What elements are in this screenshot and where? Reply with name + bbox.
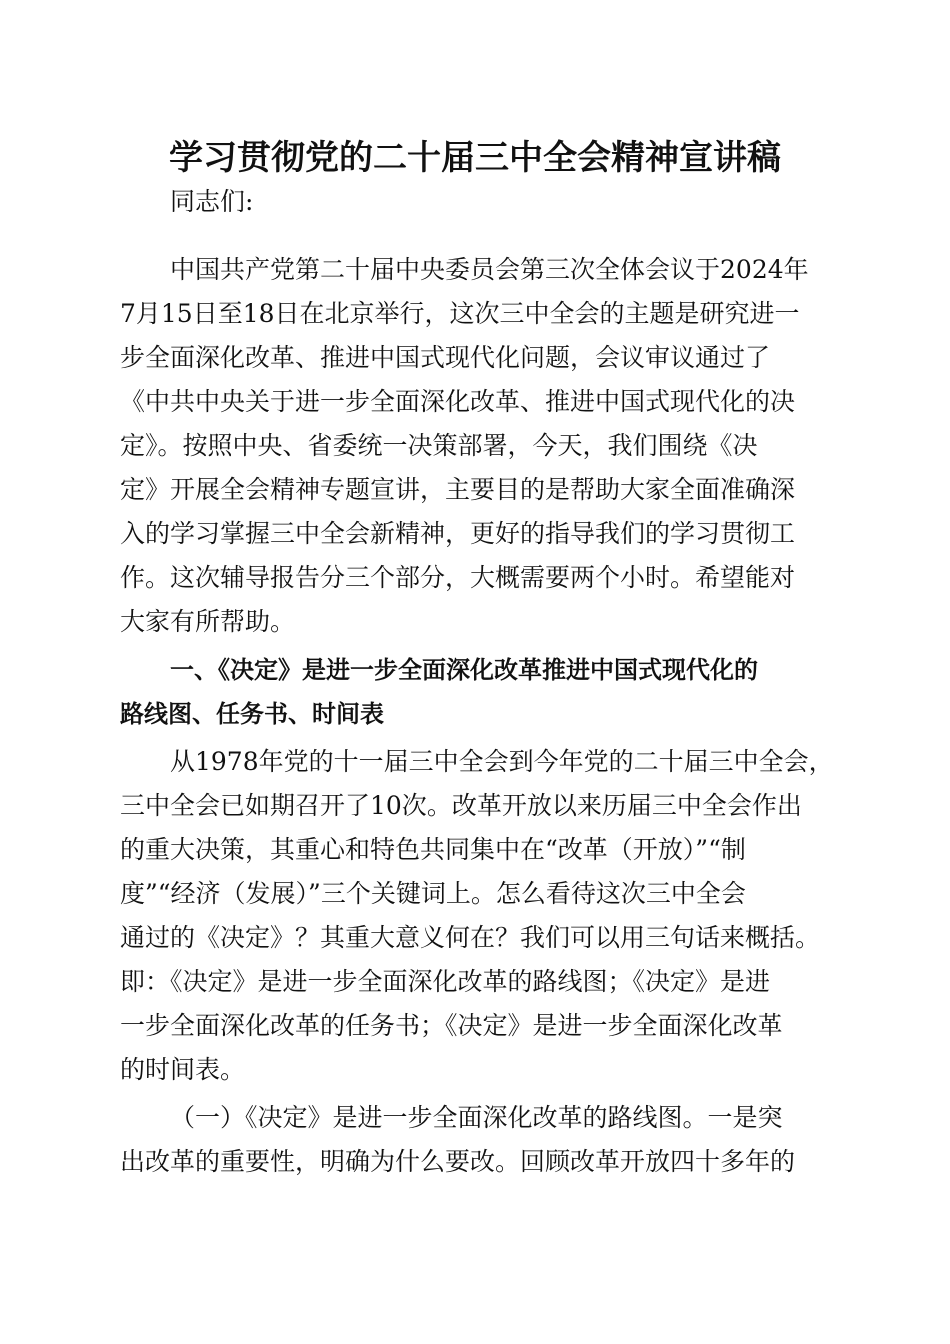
document-title: 学习贯彻党的二十届三中全会精神宣讲稿 xyxy=(169,138,781,178)
paragraph-line: 三中全会已如期召开了10次。改革开放以来历届三中全会作出 xyxy=(120,791,802,820)
paragraph-line: 通过的《决定》？其重大意义何在？我们可以用三句话来概括。 xyxy=(120,923,821,952)
paragraph-line: 入的学习掌握三中全会新精神，更好的指导我们的学习贯彻工 xyxy=(120,519,796,548)
paragraph-line: 从1978年党的十一届三中全会到今年党的二十届三中全会， xyxy=(170,747,834,776)
paragraph-line: 中国共产党第二十届中央委员会第三次全体会议于2024年 xyxy=(170,255,809,284)
paragraph-line: 定》。按照中央、省委统一决策部署，今天，我们围绕《决 xyxy=(120,431,758,460)
paragraph-line: 一步全面深化改革的任务书；《决定》是进一步全面深化改革 xyxy=(120,1011,783,1040)
paragraph-line: 出改革的重要性，明确为什么要改。回顾改革开放四十多年的 xyxy=(120,1147,796,1176)
paragraph-line: 作。这次辅导报告分三个部分，大概需要两个小时。希望能对 xyxy=(120,563,796,592)
paragraph-line: 大家有所帮助。 xyxy=(120,607,296,636)
paragraph-line: 的重大决策，其重心和特色共同集中在“改革（开放）”“制 xyxy=(120,835,746,864)
section-heading: 路线图、任务书、时间表 xyxy=(120,700,384,728)
paragraph-line: 定》开展全会精神专题宣讲，主要目的是帮助大家全面准确深 xyxy=(120,475,796,504)
paragraph-line: 7月15日至18日在北京举行，这次三中全会的主题是研究进一 xyxy=(120,299,800,328)
paragraph-line: 度”“经济（发展）”三个关键词上。怎么看待这次三中全会 xyxy=(120,879,746,908)
paragraph-line: 步全面深化改革、推进中国式现代化问题，会议审议通过了 xyxy=(120,343,771,372)
salutation: 同志们: xyxy=(170,187,254,216)
paragraph-line: 即：《决定》是进一步全面深化改革的路线图；《决定》是进 xyxy=(120,967,771,996)
section-heading: 一、《决定》是进一步全面深化改革推进中国式现代化的 xyxy=(170,656,758,684)
paragraph-line: 《中共中央关于进一步全面深化改革、推进中国式现代化的决 xyxy=(120,387,796,416)
subsection-line: （一）《决定》是进一步全面深化改革的路线图。一是突 xyxy=(170,1103,783,1132)
paragraph-line: 的时间表。 xyxy=(120,1055,246,1084)
